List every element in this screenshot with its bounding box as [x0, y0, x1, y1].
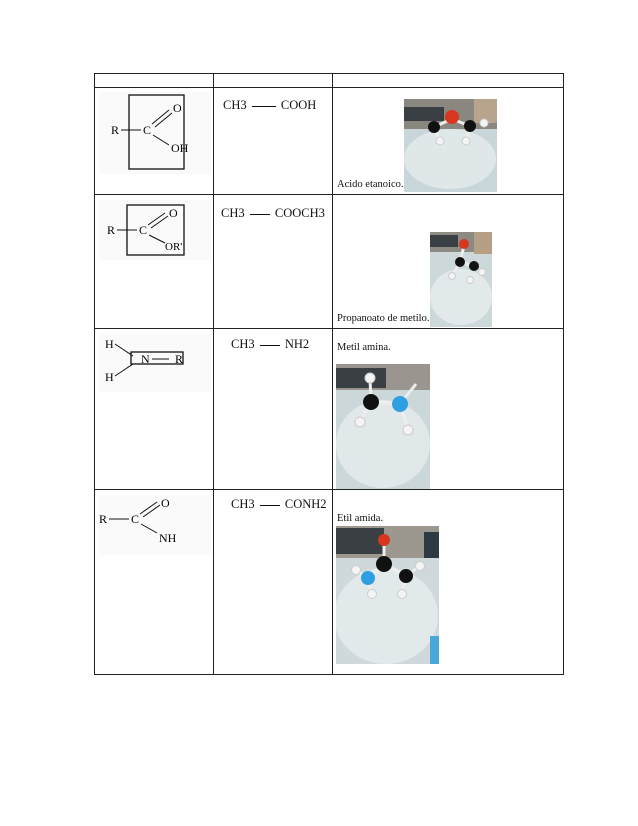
formula-right: NH2 [284, 337, 310, 351]
atom-label: R [107, 223, 116, 237]
column-divider [332, 74, 333, 674]
bond-line [252, 106, 276, 107]
formula-amide [231, 497, 331, 517]
atom-label: O [173, 101, 182, 115]
atom-label: R [99, 512, 108, 526]
atom-label: N [141, 352, 150, 366]
formula-left: CH3 [221, 206, 245, 220]
row-divider [95, 87, 563, 88]
structure-amine [99, 334, 211, 392]
molecule-photo-amide [336, 526, 439, 664]
photo-illustration [336, 364, 430, 489]
atom-label: NH [159, 531, 177, 545]
formula-right: COOH [280, 98, 317, 112]
row-divider [95, 489, 563, 490]
atom-label: H [105, 337, 114, 351]
formula-acetic-acid [223, 98, 328, 118]
formula-left: CH3 [223, 98, 247, 112]
bond-line [250, 214, 270, 215]
bond-line [260, 345, 280, 346]
structure-diagram [99, 495, 211, 555]
formula-ester [221, 206, 331, 226]
formula-left: CH3 [231, 337, 255, 351]
formula-right: CONH2 [284, 497, 327, 511]
molecule-photo-amine [336, 364, 430, 489]
photo-illustration [404, 99, 497, 192]
header-cell [214, 74, 332, 87]
structure-diagram [99, 200, 211, 260]
structure-diagram [99, 334, 211, 392]
caption-ester: Propanoato de metilo. [337, 313, 430, 324]
atom-label: H [105, 370, 114, 384]
structure-carboxylic-acid [99, 92, 211, 174]
atom-label: O [161, 496, 170, 510]
atom-label: C [143, 123, 152, 137]
atom-label: C [131, 512, 140, 526]
bond-line [260, 505, 280, 506]
photo-illustration [430, 232, 492, 327]
formula-amine [231, 337, 329, 357]
molecule-photo-ester [430, 232, 492, 327]
photo-illustration [336, 526, 439, 664]
atom-label: O [169, 206, 178, 220]
atom-label: R [111, 123, 120, 137]
caption-amine: Metil amina. [337, 342, 391, 353]
structure-amide [99, 495, 211, 555]
atom-label: OR' [165, 241, 183, 253]
structure-ester [99, 200, 211, 260]
caption-acetic-acid: Acido etanoico. [337, 179, 404, 190]
column-divider [213, 74, 214, 674]
formula-right: COOCH3 [274, 206, 325, 220]
header-cell [95, 74, 213, 87]
atom-label: OH [171, 141, 189, 155]
caption-amide: Etil amida. [337, 513, 384, 524]
molecule-photo-acetic-acid [404, 99, 497, 192]
atom-label: R [175, 352, 184, 366]
header-cell [333, 74, 563, 87]
structure-diagram [99, 92, 211, 174]
row-divider [95, 194, 563, 195]
functional-groups-table [94, 73, 564, 675]
row-divider [95, 328, 563, 329]
formula-left: CH3 [231, 497, 255, 511]
atom-label: C [139, 223, 148, 237]
